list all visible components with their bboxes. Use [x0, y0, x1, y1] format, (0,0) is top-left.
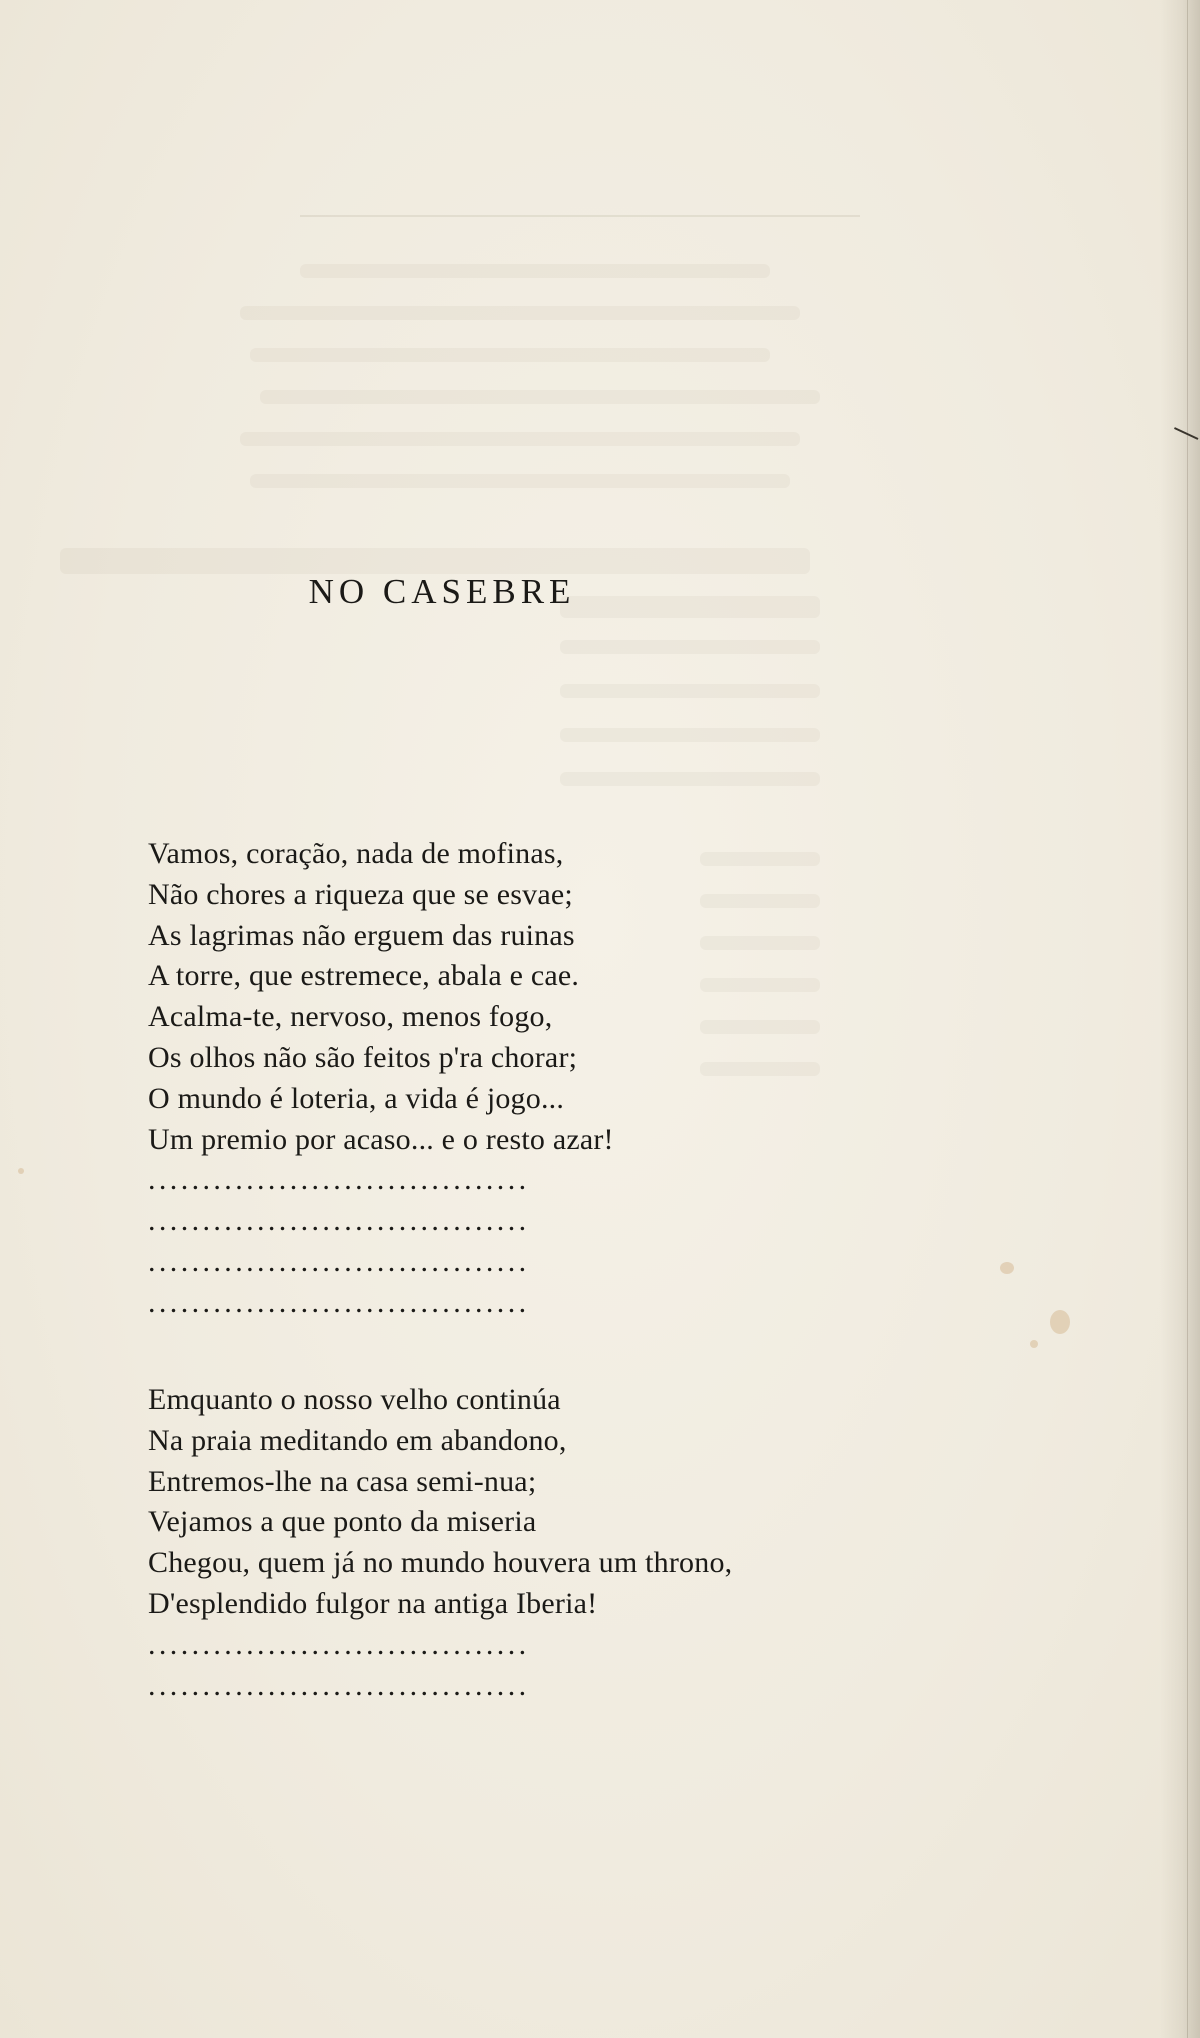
show-through-line	[560, 728, 820, 742]
verse-line: Vejamos a que ponto da miseria	[148, 1505, 537, 1539]
ellipsis-line: ...................................	[148, 1668, 530, 1702]
show-through-line	[300, 264, 770, 278]
paper-speck	[18, 1168, 24, 1174]
paper-speck	[1050, 1310, 1070, 1334]
verse-line: Na praia meditando em abandono,	[148, 1423, 567, 1457]
show-through-line	[700, 852, 820, 866]
ellipsis-line: ...................................	[148, 1285, 530, 1319]
show-through-line	[700, 1020, 820, 1034]
paper-speck	[1030, 1340, 1038, 1348]
show-through-rule	[300, 215, 860, 217]
stanza	[148, 1380, 732, 1706]
ellipsis-line: ...................................	[148, 1244, 530, 1278]
verse-line: Os olhos não são feitos p'ra chorar;	[148, 1040, 578, 1074]
show-through-line	[700, 936, 820, 950]
ellipsis-line: ...................................	[148, 1163, 530, 1197]
verse-line: Chegou, quem já no mundo houvera um throno,	[148, 1546, 733, 1580]
stanza	[148, 834, 614, 1324]
show-through-line	[240, 432, 800, 446]
verse-line: D'esplendido fulgor na antiga Iberia!	[148, 1586, 598, 1620]
show-through-line	[250, 474, 790, 488]
show-through-line	[560, 640, 820, 654]
show-through-line	[240, 306, 800, 320]
ellipsis-line: ...................................	[148, 1627, 530, 1661]
verse-line: Vamos, coração, nada de mofinas,	[148, 837, 564, 870]
ellipsis-line: ...................................	[148, 1204, 530, 1238]
verse-line: Não chores a riqueza que se esvae;	[148, 877, 573, 911]
page-title: NO CASEBRE	[308, 572, 576, 611]
show-through-line	[700, 894, 820, 908]
paper-speck	[1000, 1262, 1014, 1274]
verse-line: O mundo é loteria, a vida é jogo...	[148, 1081, 565, 1115]
page-edge-shadow	[1160, 0, 1200, 2038]
verse-line: Entremos-lhe na casa semi-nua;	[148, 1464, 537, 1498]
page-edge-line	[1187, 0, 1188, 2038]
show-through-line	[250, 348, 770, 362]
show-through-line	[700, 1062, 820, 1076]
verse-line: A torre, que estremece, abala e cae.	[148, 959, 580, 993]
show-through-line	[260, 390, 820, 404]
verse-line: Um premio por acaso... e o resto azar!	[148, 1122, 614, 1156]
verse-line: Emquanto o nosso velho continúa	[148, 1383, 561, 1416]
show-through-line	[700, 978, 820, 992]
show-through-line	[560, 772, 820, 786]
show-through-line	[560, 684, 820, 698]
verse-line: Acalma-te, nervoso, menos fogo,	[148, 1000, 553, 1034]
verse-line: As lagrimas não erguem das ruinas	[148, 918, 575, 952]
